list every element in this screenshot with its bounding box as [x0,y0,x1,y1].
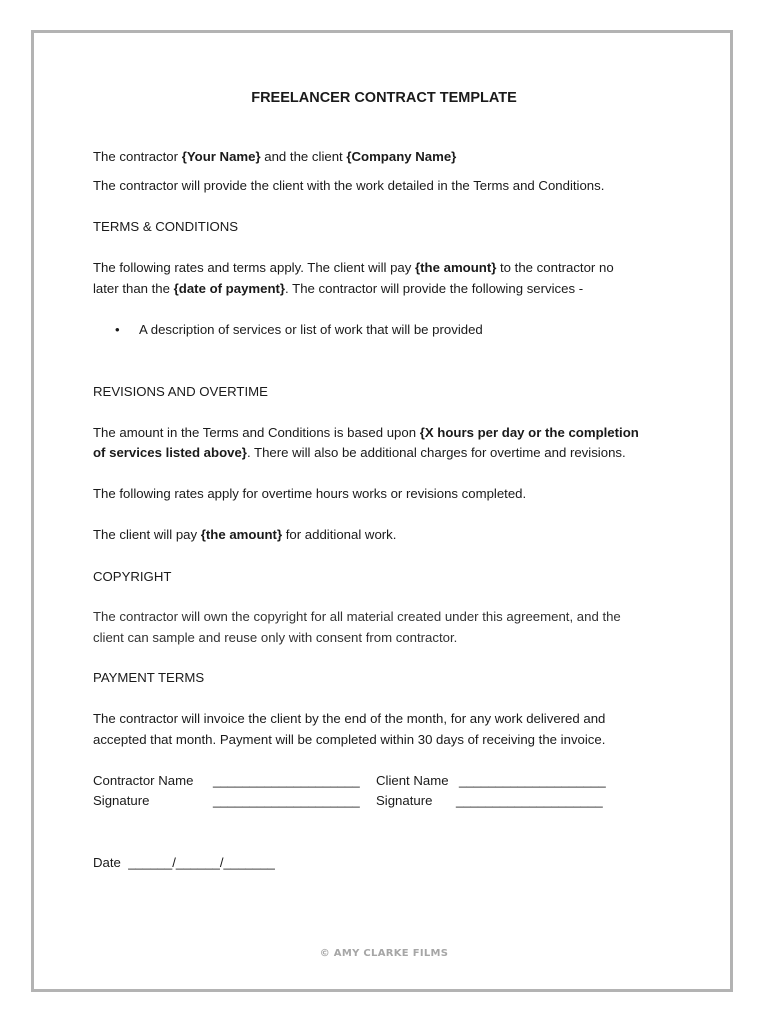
date-line: ______/______/_______ [128,855,275,870]
revisions-line-1 [93,423,639,444]
terms-heading: TERMS & CONDITIONS [93,219,239,234]
additional-work [93,525,396,546]
date-of-payment-placeholder: {date of payment} [173,281,286,296]
client-name-label: Client Name [376,773,449,788]
date-field-row [93,853,275,874]
contractor-signature-line: ____________________ [213,793,360,808]
copyright-line-2: client can sample and reuse only with consent from contractor. [93,630,458,645]
hours-placeholder-cont: of services listed above} [93,445,247,460]
intro-text: The contractor [93,149,182,164]
contractor-name-label: Contractor Name [93,773,194,788]
terms-text: . The contractor will provide the following services - [285,281,584,296]
payment-heading: PAYMENT TERMS [93,670,205,685]
overtime-rates: The following rates apply for overtime hours works or revisions completed. [93,486,527,501]
contractor-signature-label: Signature [93,793,150,808]
name-fields-row [93,771,606,792]
contractor-name-line: ____________________ [213,773,360,788]
document-title: FREELANCER CONTRACT TEMPLATE [251,90,517,106]
services-list-item [115,320,483,341]
terms-line-1 [93,258,614,279]
client-signature-label: Signature [376,793,433,808]
client-signature-line: ____________________ [456,793,603,808]
copyright-line-1: The contractor will own the copyright for all material created under this agreement, and the [93,609,621,624]
revisions-text: for additional work. [282,527,397,542]
intro-parties [93,147,456,168]
payment-line-1: The contractor will invoice the client by the end of the month, for any work delivered and [93,711,606,726]
date-label: Date [93,855,121,870]
terms-text: to the contractor no [496,260,614,275]
client-name-line: ____________________ [459,773,606,788]
intro-text: and the client [260,149,347,164]
revisions-line-2 [93,443,626,464]
terms-text: later than the [93,281,174,296]
company-name-placeholder: {Company Name} [346,149,457,164]
your-name-placeholder: {Your Name} [181,149,261,164]
revisions-text: The amount in the Terms and Conditions is based upon [93,425,420,440]
hours-placeholder: {X hours per day or the completion [419,425,639,440]
document-page [31,30,733,992]
footer-copyright: © AMY CLARKE FILMS [319,948,449,959]
revisions-heading: REVISIONS AND OVERTIME [93,384,268,399]
signature-fields-row [93,791,603,812]
terms-line-2 [93,279,583,300]
bullet-icon: • [115,322,120,337]
amount-placeholder: {the amount} [415,260,497,275]
intro-work: The contractor will provide the client with the work detailed in the Terms and Conditions. [93,178,605,193]
revisions-text: . There will also be additional charges for overtime and revisions. [246,445,626,460]
payment-line-2: accepted that month. Payment will be completed within 30 days of receiving the invoice. [93,732,606,747]
terms-text: The following rates and terms apply. The client will pay [93,260,416,275]
services-item-text: A description of services or list of work that will be provided [139,322,483,337]
revisions-text: The client will pay [93,527,201,542]
copyright-heading: COPYRIGHT [93,569,172,584]
amount-placeholder: {the amount} [200,527,283,542]
